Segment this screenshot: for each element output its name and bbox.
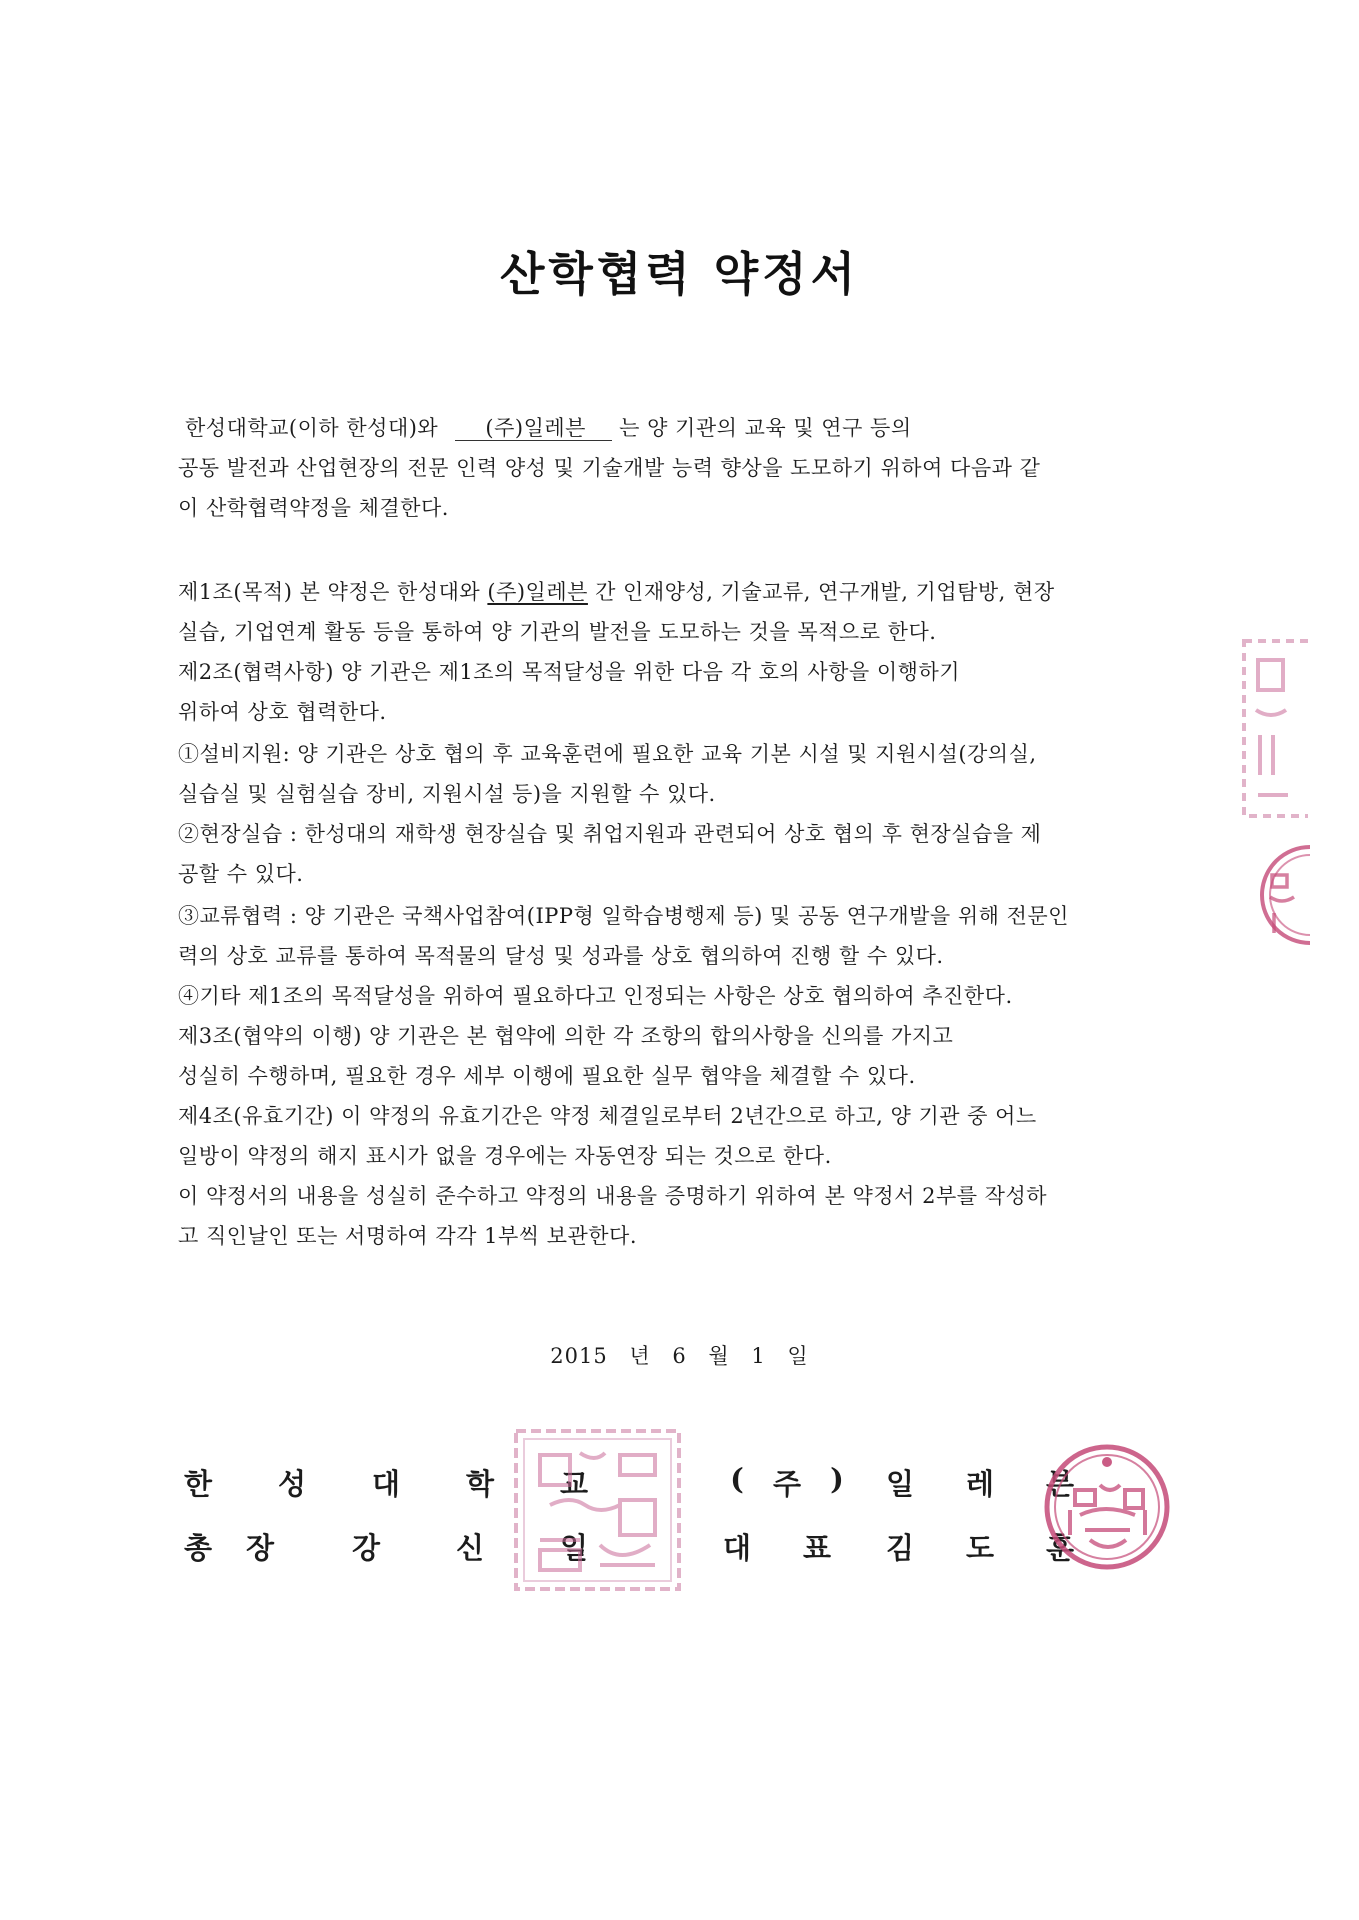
right-rep-char: 대 <box>722 1531 751 1565</box>
left-org-char: 교 <box>559 1467 588 1501</box>
article-3-line-2: 성실히 수행하며, 필요한 경우 세부 이행에 필요한 실무 협약을 체결할 수 있다. <box>178 1064 916 1088</box>
left-rep-char: 총 <box>183 1531 212 1565</box>
left-rep-char: 장 <box>245 1531 274 1565</box>
right-org-char: ( <box>730 1462 744 1496</box>
item-4-line-1: ④기타 제1조의 목적달성을 위하여 필요하다고 인정되는 사항은 상호 협의하여 추진한다. <box>178 984 1013 1008</box>
article-4-line-1: 제4조(유효기간) 이 약정의 유효기간은 약정 체결일로부터 2년간으로 하고, 양 기관 중 어느 <box>178 1104 1037 1128</box>
edge-seal-top-icon <box>1238 635 1308 825</box>
right-org-char: 주 <box>772 1467 801 1501</box>
item-3-line-2: 력의 상호 교류를 통하여 목적물의 달성 및 성과를 상호 협의하여 진행 할 수 있다. <box>178 944 944 968</box>
agreement-date: 2015 년 6 월 1 일 <box>550 1344 809 1368</box>
right-org-char: 레 <box>965 1467 994 1501</box>
intro-line-3: 이 산학협력약정을 체결한다. <box>178 496 449 520</box>
article-4-line-2: 일방이 약정의 해지 표시가 없을 경우에는 자동연장 되는 것으로 한다. <box>178 1144 832 1168</box>
item-2-line-2: 공할 수 있다. <box>178 862 304 886</box>
left-org-char: 한 <box>183 1467 212 1501</box>
right-rep-char: 표 <box>802 1531 831 1565</box>
article-1-prefix: 제1조(목적) 본 약정은 한성대와 <box>178 580 488 604</box>
item-1-line-2: 실습실 및 실험실습 장비, 지원시설 등)을 지원할 수 있다. <box>178 782 716 806</box>
article-2-line-2: 위하여 상호 협력한다. <box>178 700 387 724</box>
left-org-char: 성 <box>277 1467 306 1501</box>
item-2-line-1: ②현장실습 : 한성대의 재학생 현장실습 및 취업지원과 관련되어 상호 협의 후 현장실습을 제 <box>178 822 1042 846</box>
left-org-char: 대 <box>371 1467 400 1501</box>
intro-prefix: 한성대학교(이하 한성대)와 <box>185 416 439 440</box>
article-2-line-1: 제2조(협력사항) 양 기관은 제1조의 목적달성을 위한 다음 각 호의 사항을 이행하기 <box>178 660 961 684</box>
right-rep-char: 도 <box>965 1531 994 1565</box>
intro-line-2: 공동 발전과 산업현장의 전문 인력 양성 및 기술개발 능력 향상을 도모하기 위하여 다음과 같 <box>178 456 1041 480</box>
article-1-line-1 <box>178 578 1055 606</box>
item-1-line-1: ①설비지원: 양 기관은 상호 협의 후 교육훈련에 필요한 교육 기본 시설 및 지원시설(강의실, <box>178 742 1037 766</box>
article-3-line-1: 제3조(협약의 이행) 양 기관은 본 협약에 의한 각 조항의 합의사항을 신의를 가지고 <box>178 1024 954 1048</box>
right-org-char: 븐 <box>1045 1467 1074 1501</box>
left-rep-char: 일 <box>559 1531 588 1565</box>
company-seal-icon <box>1040 1440 1175 1575</box>
right-rep-char: 훈 <box>1045 1531 1074 1565</box>
right-rep-char: 김 <box>885 1531 914 1565</box>
left-rep-char: 신 <box>455 1531 484 1565</box>
left-org-char: 학 <box>465 1467 494 1501</box>
partner-name-blank: (주)일레븐 <box>455 416 612 441</box>
university-seal-icon <box>510 1425 685 1595</box>
right-org-char: ) <box>830 1462 844 1496</box>
item-3-line-1: ③교류협력 : 양 기관은 국책사업참여(IPP형 일학습병행제 등) 및 공동 연구개발을 위해 전문인 <box>178 904 1069 928</box>
article-1-suffix: 간 인재양성, 기술교류, 연구개발, 기업탐방, 현장 <box>587 580 1055 604</box>
document-title: 산학협력 약정서 <box>499 247 860 301</box>
closing-line-1: 이 약정서의 내용을 성실히 준수하고 약정의 내용을 증명하기 위하여 본 약정서 2부를 작성하 <box>178 1184 1048 1208</box>
article-1-partner: (주)일레븐 <box>487 580 588 604</box>
right-org-char: 일 <box>885 1467 914 1501</box>
article-1-line-2: 실습, 기업연계 활동 등을 통하여 양 기관의 발전을 도모하는 것을 목적으로 한다. <box>178 620 937 644</box>
closing-line-2: 고 직인날인 또는 서명하여 각각 1부씩 보관한다. <box>178 1224 638 1248</box>
left-rep-char: 강 <box>351 1531 380 1565</box>
intro-line-1 <box>185 414 912 442</box>
edge-seal-bottom-icon <box>1250 835 1310 955</box>
intro-suffix: 는 양 기관의 교육 및 연구 등의 <box>619 416 912 440</box>
